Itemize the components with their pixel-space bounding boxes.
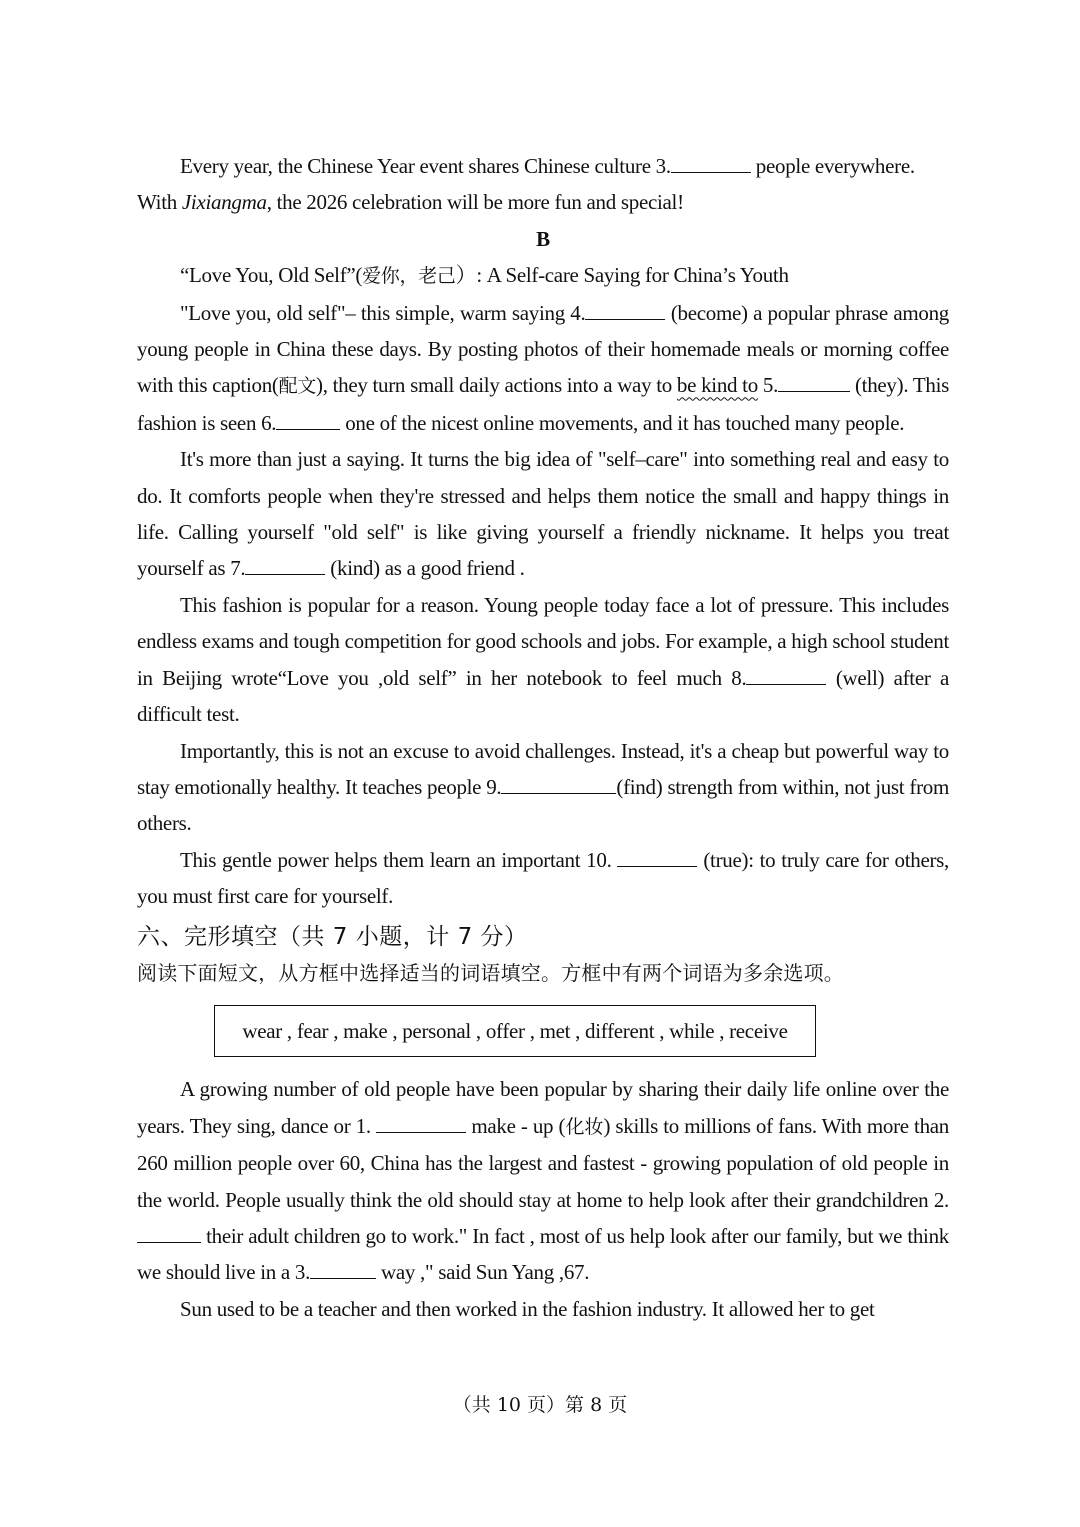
part-b-paragraph-2 — [137, 441, 949, 587]
text-run: way ," said Sun Yang ,67. — [376, 1260, 590, 1285]
part-b-paragraph-1 — [137, 295, 949, 442]
answer-blank-10[interactable] — [617, 848, 697, 867]
text-run: their adult children go to work." In fact , most of us help look after our family, but we think we should live in a 3. — [137, 1223, 949, 1285]
text-run: A growing number of old people have been popular by sharing their daily life online over the years. They sing, dance or 1. — [137, 1077, 949, 1138]
part-a-closing-paragraph — [137, 148, 949, 221]
wavy-underlined-phrase: be kind to — [676, 373, 758, 398]
text-run: one of the nicest online movements, and it has touched many people. — [340, 410, 905, 435]
cloze-blank-1[interactable] — [376, 1114, 466, 1133]
part-b-paragraph-5 — [137, 842, 949, 915]
section-6-instruction: 阅读下面短文，从方框中选择适当的词语填空。方框中有两个词语为多余选项。 — [137, 960, 844, 985]
answer-blank-3[interactable] — [671, 154, 751, 173]
text-run: This gentle power helps them learn an important 10. — [180, 847, 618, 872]
text-run: "Love you, old self"– this simple, warm saying 4. — [180, 300, 586, 325]
text-run: (they). This fashion is seen 6. — [137, 373, 949, 435]
text-run: ), they turn small daily actions into a way to — [316, 373, 677, 398]
part-b-paragraph-4 — [137, 733, 949, 842]
text-run: , the 2026 celebration will be more fun and special! — [266, 190, 684, 215]
chinese-gloss: 爱你，老己 — [362, 265, 456, 288]
text-run: With — [137, 190, 182, 215]
chinese-gloss: 配文 — [278, 375, 316, 398]
answer-blank-4[interactable] — [585, 301, 665, 320]
text-run: ) skills to millions of fans. With more than 260 million people over 60, China has the largest and fastest - growing population of old people in the world. People usually think the old should stay at home to help look after their grandchildren 2. — [137, 1113, 949, 1212]
text-run: (well) after a difficult test. — [137, 665, 949, 727]
text-run: ）: A Self-care Saying for China’s Youth — [455, 263, 789, 288]
page-footer: （共 10 页）第 8 页 — [452, 1394, 628, 1416]
italic-term: Jixiangma — [181, 190, 267, 215]
text-run: (true): to truly care for others, you must first care for yourself. — [137, 847, 950, 909]
text-run: “Love You, Old Self”( — [180, 263, 363, 288]
text-run: It's more than just a saying. It turns the big idea of "self–care" into something real and easy to do. It comforts people when they're stressed and helps them notice the small and happy things in life. Calling yourself "old self" is like giving yourself a friendly nickname. It helps you treat yourself as 7. — [137, 447, 949, 581]
part-b-label: B — [536, 226, 550, 251]
exam-page — [137, 148, 949, 1327]
text-run: (find) strength from within, not just from others. — [137, 774, 949, 836]
section-6-paragraph-2: Sun used to be a teacher and then worked in the fashion industry. It allowed her to get — [180, 1296, 875, 1321]
text-run: 5. — [757, 373, 779, 398]
part-b-paragraph-3 — [137, 587, 949, 733]
text-run: This fashion is popular for a reason. Young people today face a lot of pressure. This includes endless exams and tough competition for good schools and jobs. For example, a high school student in Beijing wrote“Love you ,old self” in her notebook to feel much 8. — [137, 592, 949, 690]
answer-blank-5[interactable] — [778, 373, 850, 392]
part-b-title — [137, 257, 949, 294]
text-run: make - up ( — [466, 1113, 566, 1138]
text-run: (become) a popular phrase among young people in China these days. By posting photos of their homemade meals or morning coffee with this caption( — [137, 300, 949, 398]
section-6-paragraph-1 — [137, 1071, 949, 1290]
section-6-heading: 六、完形填空（共 7 小题，计 7 分） — [137, 923, 528, 950]
cloze-blank-3[interactable] — [310, 1260, 376, 1279]
text-run: Importantly, this is not an excuse to avoid challenges. Instead, it's a cheap but powerful way to stay emotionally healthy. It teaches people 9. — [137, 738, 949, 799]
answer-blank-6[interactable] — [276, 411, 340, 430]
text-run: Every year, the Chinese Year event shares Chinese culture 3. — [180, 154, 671, 178]
answer-blank-8[interactable] — [746, 666, 826, 685]
chinese-gloss: 化妆 — [565, 1115, 604, 1138]
text-run: (kind) as a good friend . — [325, 556, 525, 581]
answer-blank-7[interactable] — [245, 556, 325, 575]
answer-blank-9[interactable] — [501, 775, 616, 794]
text-run: people everywhere. — [750, 154, 915, 178]
word-bank-box: wear , fear , make , personal , offer , met , different , while , receive — [214, 1005, 816, 1057]
cloze-blank-2[interactable] — [137, 1224, 201, 1243]
